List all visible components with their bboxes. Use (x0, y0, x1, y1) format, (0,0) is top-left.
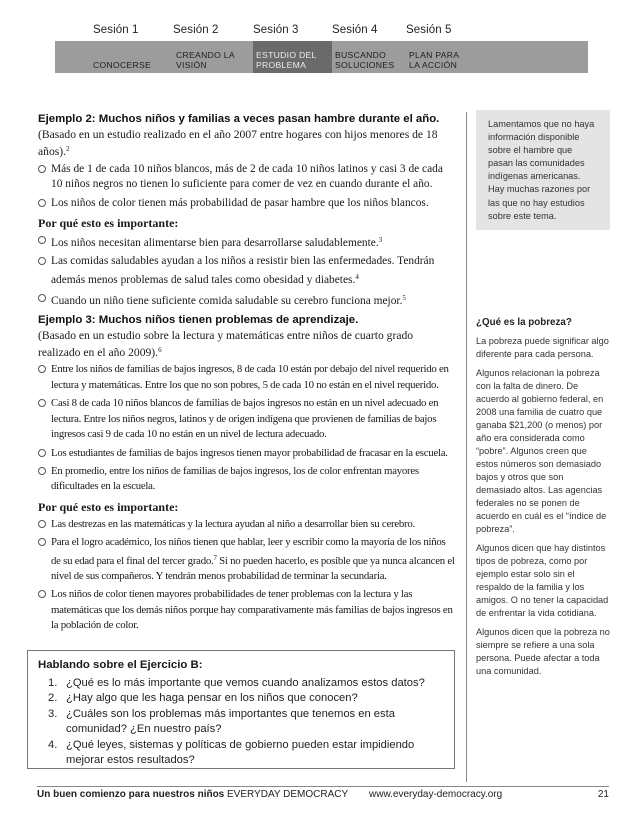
session-labels (55, 22, 588, 38)
main-content (38, 112, 456, 637)
example-2-facts (38, 162, 456, 211)
example-3-subtitle: (Basado en un estudio sobre la lectura y matemáticas entre niños de cuarto grado realizado en el año 2009).$^6$ (38, 328, 414, 360)
session-tab (406, 41, 588, 73)
example-2-why-heading: Por qué esto es importante: (38, 216, 179, 231)
session-label: Sesión 4 (332, 24, 378, 36)
example-2-why-list (38, 233, 456, 310)
bullet-item: Más de 1 de cada 10 niños blancos, más de 2 de cada 10 niños latinos y casi 3 de cada 10 niños negros no tienen lo suficiente para comer de vez en cuando durante el año. (38, 162, 456, 193)
circle-bullet-icon (38, 294, 46, 302)
example-3-facts (38, 362, 456, 494)
bullet-item: Los niños de color tienen mayores probabilidades de tener problemas con la lectura y las matemáticas que los demás niños porque hay comparativamente más familias de bajos ingresos en la población de color. (38, 587, 456, 633)
session-header (55, 22, 588, 72)
poverty-sidebar (476, 317, 610, 684)
discussion-questions (38, 676, 446, 768)
discussion-question: 1. ¿Qué es lo más importante que vemos cuando analizamos estos datos? (48, 677, 425, 689)
session-tab (253, 41, 332, 73)
hunger-note-callout (476, 110, 610, 230)
circle-bullet-icon (38, 467, 46, 475)
sidebar-paragraph: Algunos dicen que la pobreza no siempre se refiere a una sola persona. Puede afectar a toda una comunidad. (476, 627, 610, 676)
bullet-item: Las destrezas en las matemáticas y la lectura ayudan al niño a desarrollar bien su cerebro. (38, 517, 456, 532)
callout-text: Lamentamos que no haya información disponible sobre el hambre que pasan las comunidades indígenas americanas. Hay muchas razones por las que no hay estudios sobre este tema. (488, 119, 595, 221)
session-tab-bar (55, 41, 588, 73)
example-2-subtitle: (Basado en un estudio realizado en el año 2007 entre hogares con hijos menores de 18 años).$^2$ (38, 128, 438, 159)
session-tab-label: CREANDO LA VISIÓN (176, 50, 235, 70)
bullet-item: En promedio, entre los niños de familias de bajos ingresos, los de color enfrentan mayores dificultades en la escuela. (38, 464, 456, 495)
bullet-item: Para el logro académico, los niños tienen que hablar, leer y escribir como la mayoría de los niños de su edad para el final del tercer grado.$^7$ Si no pueden hacerlo, es posible que ya nunca alcancen el nivel de sus compañeros. Y tendrán menos probabilidad de terminar la secundaria. (38, 535, 456, 584)
session-label: Sesión 2 (173, 24, 219, 36)
example-3-title: Ejemplo 3: Muchos niños tienen problemas de aprendizaje. (38, 313, 359, 326)
bullet-item: Las comidas saludables ayudan a los niños a resistir bien las enfermedades. Tendrán además menos problemas de salud tales como obesidad y diabetes.$^4$ (38, 254, 456, 288)
discussion-question: 3. ¿Cuáles son los problemas más importantes que tenemos en esta comunidad? ¿En nuestro país? (48, 707, 395, 736)
circle-bullet-icon (38, 590, 46, 598)
bullet-item: Los niños de color tienen más probabilidad de pasar hambre que los niños blancos. (38, 196, 456, 211)
footnote-ref: 4 (355, 272, 359, 281)
discussion-box (27, 650, 455, 769)
session-tab (55, 41, 173, 73)
circle-bullet-icon (38, 236, 46, 244)
circle-bullet-icon (38, 257, 46, 265)
example-2 (38, 112, 456, 310)
example-3-why-list (38, 517, 456, 634)
footnote-ref: 5 (402, 294, 406, 303)
bullet-item: Casi 8 de cada 10 niños blancos de familias de bajos ingresos no están en un nivel adecuado en lectura. Entre los niños negros, latinos y de origen indígena que provienen de familias de bajos ingresos casi 9 de cada 10 no están en un nivel de lectura adecuado. (38, 396, 456, 442)
page-footer (37, 786, 609, 803)
session-tab (332, 41, 406, 73)
bullet-item: Cuando un niño tiene suficiente comida saludable su cerebro funciona mejor.$^5$ (38, 291, 456, 309)
session-tab-label: PLAN PARA LA ACCIÓN (409, 50, 460, 70)
session-tab (173, 41, 253, 73)
footer-org: EVERYDAY DEMOCRACY (227, 789, 349, 800)
discussion-question: 4. ¿Qué leyes, sistemas y políticas de gobierno pueden estar impidiendo mejorar estos resultados? (48, 738, 415, 767)
example-2-title: Ejemplo 2: Muchos niños y familias a veces pasan hambre durante el año. (38, 113, 440, 125)
circle-bullet-icon (38, 538, 46, 546)
circle-bullet-icon (38, 449, 46, 457)
sidebar-paragraph: Algunos relacionan la pobreza con la falta de dinero. De acuerdo al gobierno federal, en 2008 una familia de cuatro que ganaba $21,200 (o menos) por año era considerada como “pobre”. Algunos creen que estos números son demasiado bajos y otros que son demasiado altos. Las agencias federales no se ponen de acuerdo en cuál es el “índice de pobreza”. (476, 368, 607, 534)
footnote-ref: 2 (66, 145, 70, 154)
footer-title: Un buen comienzo para nuestros niños (37, 789, 225, 800)
page-number: 21 (597, 789, 609, 800)
sidebar-paragraph: La pobreza puede significar algo diferente para cada persona. (476, 336, 609, 359)
session-label: Sesión 3 (253, 24, 299, 36)
sidebar-paragraph: Algunos dicen que hay distintos tipos de pobreza, como por ejemplo estar solo sin el respaldo de la familia y los amigos. O no tener la capacidad de enfrentar la vida cotidiana. (476, 543, 609, 618)
circle-bullet-icon (38, 365, 46, 373)
bullet-item: Entre los niños de familias de bajos ingresos, 8 de cada 10 están por debajo del nivel requerido en lectura y matemáticas. Entre los que no son pobres, 5 de cada 10 no están en el nivel requerido. (38, 362, 456, 393)
discussion-title: Hablando sobre el Ejercicio B: (38, 659, 203, 671)
footnote-ref: 7 (213, 553, 217, 562)
session-tab-label: CONOCERSE (93, 60, 152, 70)
footnote-ref: 3 (378, 236, 383, 245)
session-tab-label: ESTUDIO DEL PROBLEMA (256, 50, 317, 70)
bullet-item: Los estudiantes de familias de bajos ingresos tienen mayor probabilidad de fracasar en la escuela. (38, 446, 456, 461)
session-label: Sesión 5 (406, 24, 452, 36)
example-3-why-heading: Por qué esto es importante: (38, 499, 179, 514)
circle-bullet-icon (38, 199, 46, 207)
circle-bullet-icon (38, 399, 46, 407)
bullet-item: Los niños necesitan alimentarse bien para desarrollarse saludablemente.$^3$ (38, 233, 456, 251)
session-tab-label: BUSCANDO SOLUCIONES (335, 50, 395, 70)
circle-bullet-icon (38, 165, 46, 173)
column-divider (466, 112, 467, 782)
footnote-ref: 6 (158, 346, 162, 355)
sidebar-heading: ¿Qué es la pobreza? (476, 317, 572, 328)
session-label: Sesión 1 (93, 24, 139, 36)
discussion-question: 2. ¿Hay algo que les haga pensar en los niños que conocen? (48, 692, 358, 705)
footer-url: www.everyday-democracy.org (369, 789, 503, 800)
example-3 (38, 313, 456, 634)
circle-bullet-icon (38, 520, 46, 528)
